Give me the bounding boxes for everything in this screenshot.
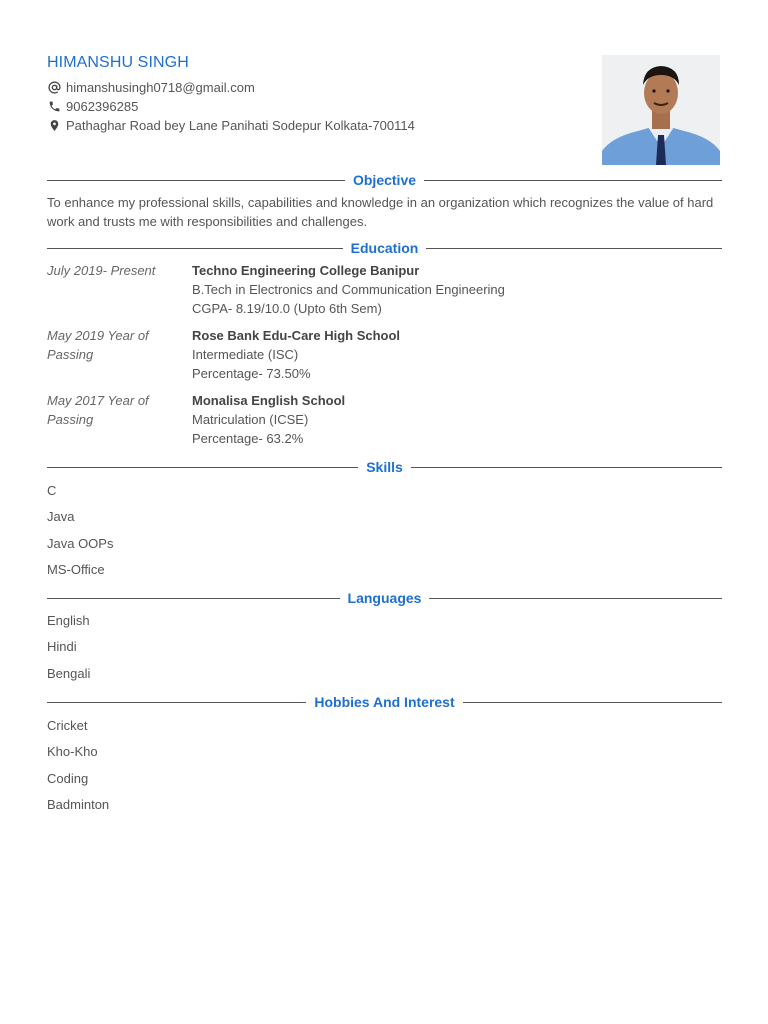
education-date: May 2017 Year of Passing [47, 393, 149, 427]
divider [47, 598, 340, 599]
hobbies-heading [47, 693, 722, 711]
divider [47, 248, 343, 249]
languages-heading [47, 589, 722, 607]
divider [424, 180, 722, 181]
education-school: Rose Bank Edu-Care High School [192, 328, 401, 343]
location-pin-icon [47, 119, 61, 133]
list-item: Coding [47, 770, 89, 786]
at-icon [47, 81, 61, 95]
phone-text: 9062396285 [66, 99, 139, 114]
languages-title: Languages [347, 590, 422, 606]
profile-photo [602, 55, 720, 165]
education-degree: Matriculation (ICSE) [192, 412, 309, 427]
list-item: English [47, 613, 90, 628]
education-score: Percentage- 73.50% [192, 366, 311, 381]
education-school: Monalisa English School [192, 393, 346, 408]
skills-title: Skills [366, 459, 403, 475]
education-title: Education [350, 240, 419, 256]
education-degree: B.Tech in Electronics and Communication Engineering [192, 282, 505, 297]
education-score: Percentage- 63.2% [192, 431, 304, 446]
skills-heading [47, 458, 722, 476]
education-details [192, 326, 722, 383]
objective-title: Objective [352, 172, 417, 188]
hobbies-title: Hobbies And Interest [314, 694, 455, 710]
list-item: Cricket [47, 718, 88, 733]
divider [429, 598, 722, 599]
languages-list [47, 611, 90, 690]
phone-line [47, 97, 607, 116]
divider [426, 248, 722, 249]
email-text: himanshusingh0718@gmail.com [66, 80, 255, 95]
education-details [192, 391, 722, 448]
divider [47, 702, 306, 703]
objective-heading [47, 171, 722, 189]
address-line [47, 116, 607, 135]
divider [47, 180, 345, 181]
education-heading [47, 239, 722, 257]
list-item: Hindi [47, 639, 77, 655]
resume-header [47, 52, 607, 135]
list-item: C [47, 483, 57, 498]
list-item: Java OOPs [47, 535, 114, 551]
education-date: May 2019 Year of Passing [47, 328, 149, 362]
candidate-name: HIMANSHU SINGH [47, 54, 189, 71]
education-degree: Intermediate (ISC) [192, 347, 299, 362]
divider [463, 702, 722, 703]
list-item: Java [47, 509, 75, 525]
skills-list [47, 481, 113, 586]
education-entry [47, 326, 722, 383]
hobbies-list [47, 716, 109, 821]
objective-text: To enhance my professional skills, capabilities and knowledge in an organization which recognizes the value of hard work and trusts me with responsibilities and challenges. [47, 195, 714, 229]
list-item: Bengali [47, 665, 91, 681]
divider [411, 467, 722, 468]
education-details [192, 261, 722, 318]
phone-icon [47, 100, 61, 114]
education-entry [47, 261, 722, 318]
list-item: Badminton [47, 796, 110, 812]
education-score: CGPA- 8.19/10.0 (Upto 6th Sem) [192, 301, 382, 316]
address-text: Pathaghar Road bey Lane Panihati Sodepur Kolkata-700114 [66, 118, 415, 133]
list-item: Kho-Kho [47, 744, 98, 760]
divider [47, 467, 358, 468]
education-date: July 2019- Present [47, 263, 156, 278]
email-line [47, 78, 607, 97]
list-item: MS-Office [47, 561, 105, 577]
education-school: Techno Engineering College Banipur [192, 263, 420, 278]
education-entry [47, 391, 722, 448]
